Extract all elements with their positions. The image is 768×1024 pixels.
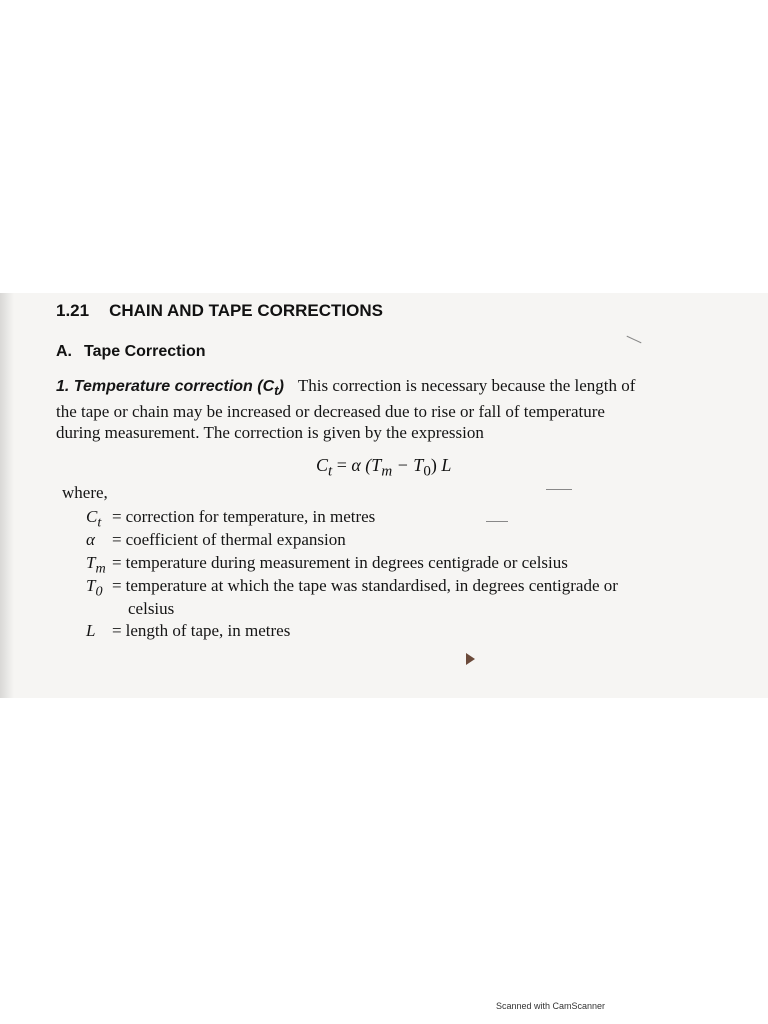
definition-equals: = (112, 507, 122, 526)
section-number: 1.21 (56, 301, 90, 320)
subsection-title: Tape Correction (84, 343, 206, 360)
pencil-mark (486, 521, 508, 522)
paragraph-text-1: This correction is necessary because the length of (297, 376, 636, 395)
definition-continuation: celsius (128, 599, 175, 618)
paragraph-line-3: during measurement. The correction is given by the expression (56, 423, 484, 443)
paragraph-line-1 (56, 375, 768, 401)
equation-lhs: C (316, 455, 329, 475)
pencil-mark (627, 336, 642, 344)
equation-alpha: α (351, 455, 361, 475)
definition-text: coefficient of thermal expansion (125, 530, 346, 549)
definition-item (86, 621, 768, 644)
symbol-subscript: t (97, 514, 102, 531)
equation-t0: − T (392, 455, 424, 475)
definition-item (86, 576, 768, 599)
paragraph-title (56, 378, 284, 399)
paragraph-title-text: 1. Temperature correction (C (56, 378, 275, 395)
equation-lhs-subscript: t (328, 463, 333, 480)
definition-text: temperature at which the tape was standardised, in degrees centigrade or (125, 576, 618, 595)
definition-equals: = (112, 621, 122, 640)
symbol-letter: C (86, 507, 98, 526)
pencil-mark (546, 489, 572, 490)
definition-symbol (86, 621, 110, 645)
equation-tm-subscript: m (381, 463, 393, 480)
scanned-page-region (0, 293, 768, 698)
temperature-correction-paragraph (56, 375, 768, 443)
symbol-letter: T (86, 553, 96, 572)
temperature-correction-equation (316, 455, 451, 481)
where-label: where, (62, 483, 108, 502)
definition-symbol (86, 553, 110, 577)
symbol-letter: L (86, 621, 96, 640)
scanner-watermark: Scanned with CamScanner (496, 1001, 606, 1011)
definition-item (86, 553, 768, 576)
definition-equals: = (112, 553, 122, 572)
subsection-letter: A. (56, 343, 72, 360)
definition-equals: = (112, 530, 122, 549)
definition-symbol (86, 576, 110, 600)
definition-list (86, 507, 768, 644)
definition-equals: = (112, 576, 122, 595)
definition-text: correction for temperature, in metres (125, 507, 376, 526)
symbol-letter: α (86, 530, 95, 549)
definition-item (86, 507, 768, 530)
definition-item (86, 530, 768, 553)
equation-equals: = (332, 455, 352, 475)
paragraph-line-2: the tape or chain may be increased or decreased due to rise or fall of temperature (56, 402, 605, 422)
section-heading (56, 301, 383, 321)
symbol-letter: T (86, 576, 96, 595)
equation-length: L (441, 455, 452, 475)
definition-symbol (86, 507, 110, 531)
subsection-heading (56, 343, 206, 361)
definition-symbol (86, 530, 110, 554)
equation-t0-subscript: 0 (423, 463, 431, 480)
definition-text: temperature during measurement in degrees centigrade or celsius (125, 553, 568, 572)
definition-text: length of tape, in metres (125, 621, 291, 640)
arrow-mark-icon (466, 653, 475, 665)
paragraph-title-close: ) (278, 378, 284, 395)
page-edge-shadow (0, 293, 14, 698)
equation-close: ) (430, 455, 442, 475)
symbol-subscript: m (95, 560, 106, 577)
symbol-subscript: 0 (95, 583, 103, 600)
equation-tm: (T (360, 455, 382, 475)
paragraph-title-subscript: t (274, 383, 279, 399)
section-title: CHAIN AND TAPE CORRECTIONS (109, 301, 383, 320)
